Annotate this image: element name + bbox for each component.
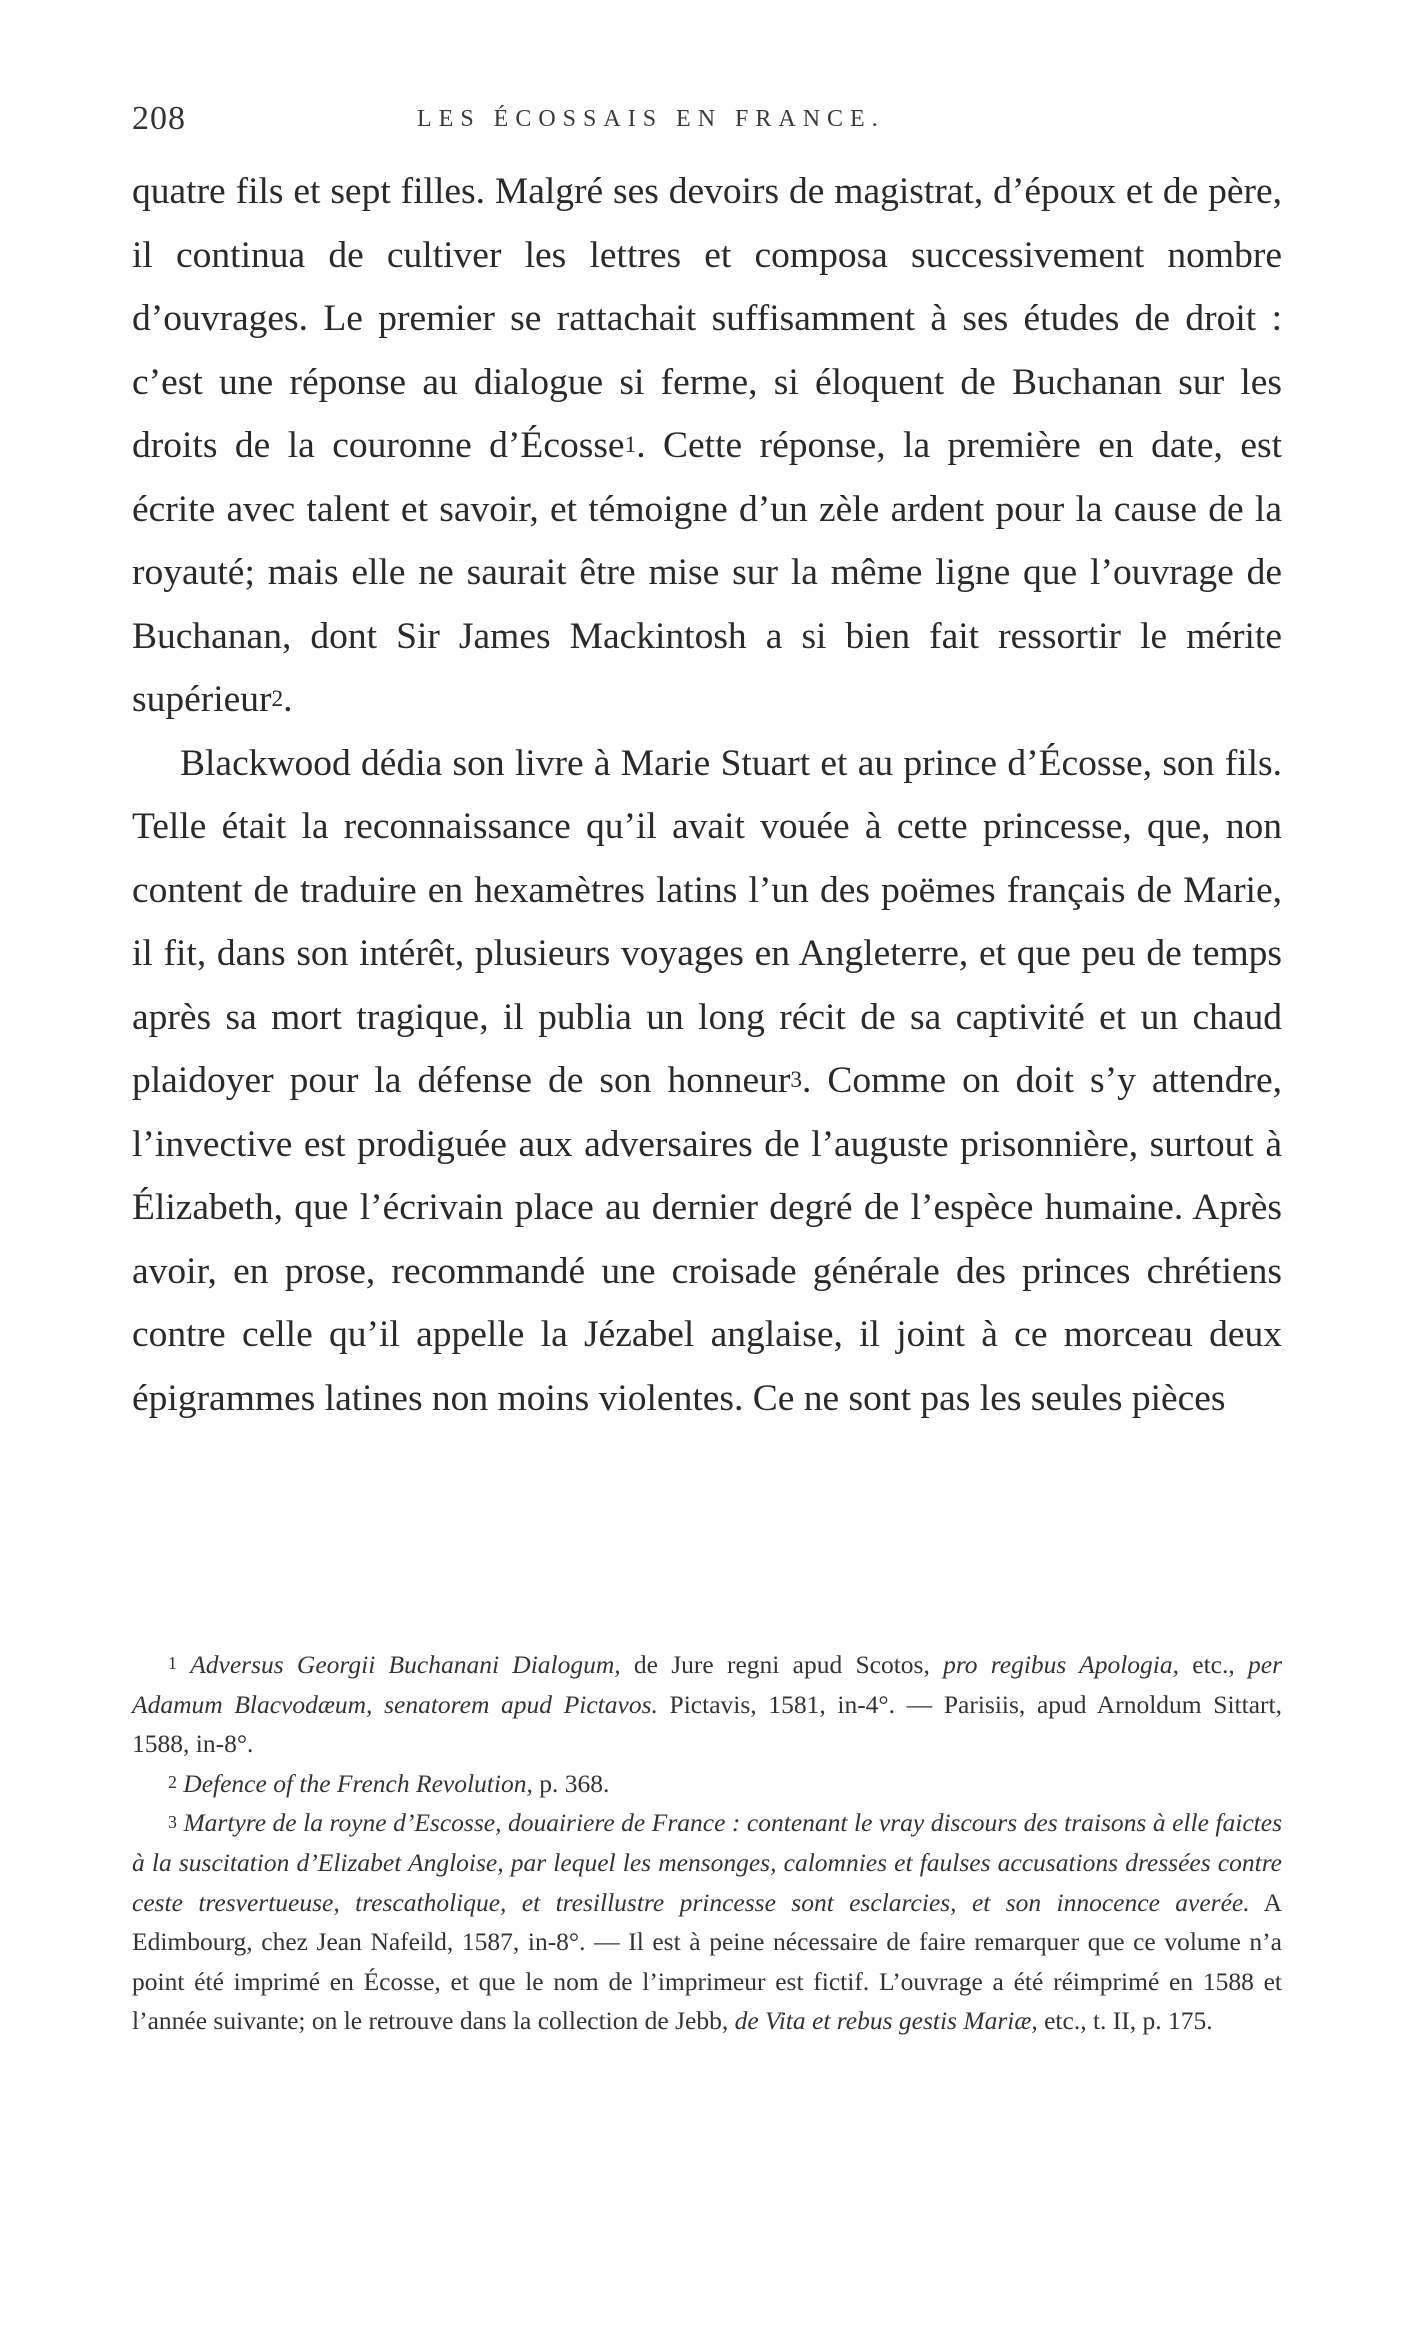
paragraph-2-text-a: Blackwood dédia son livre à Marie Stuart et au prince d’Écosse, son fils. Telle était la reconnaissance qu’il avait vouée à cette princesse, que, non content de traduire en hexamètres latins l’un des poëmes français de Marie, il fit, dans son intérêt, plusieurs voyages en Angleterre, et que peu de temps après sa mort tragique, il publia un long récit de sa captivité et un chaud plaidoyer pour la défense de son honneur [132,742,1282,1101]
footnote-2 [132,1764,1282,1804]
paragraph-1-text-c: . [283,679,293,720]
running-head [132,100,1282,140]
footnote-2-title: Defence of the French Revolution, [183,1768,533,1798]
footnote-ref-1: 1 [624,432,637,459]
footnote-1-italic-b: pro regibus Apologia, [943,1650,1180,1679]
footnote-3-text-b: etc., t. II, p. 175. [1037,2006,1213,2036]
footnote-3-marker: 3 [168,1811,177,1832]
footnote-ref-2: 2 [271,686,284,713]
footnote-2-marker: 2 [168,1772,177,1793]
footnote-3 [132,1803,1282,2041]
footnote-2-text: p. 368. [532,1768,610,1798]
running-title: LES ÉCOSSAIS EN FRANCE. [417,106,885,132]
body-text [132,160,1282,1430]
footnote-ref-3: 3 [790,1067,803,1094]
footnote-1-italic-c: per Adamum Blacvodæum, senatorem apud Pictavos. [132,1650,1283,1719]
paragraph-1-text-b: . Cette réponse, la première en date, est écrite avec talent et savoir, et témoigne d’un zèle ardent pour la cause de la royauté; mais elle ne saurait être mise sur la même ligne que l’ouvrage de Buchanan, dont Sir James Mackintosh a si bien fait ressortir le mérite supérieur [132,425,1282,720]
paragraph-2-text-b: . Comme on doit s’y attendre, l’invective est prodiguée aux adversaires de l’auguste prisonnière, surtout à Élizabeth, que l’écrivain place au dernier degré de l’espèce humaine. Après avoir, en prose, recommandé une croisade générale des princes chrétiens contre celle qu’il appelle la Jézabel anglaise, il joint à ce morceau deux épigrammes latines non moins violentes. Ce ne sont pas les seules pièces [132,1060,1283,1419]
footnote-3-italic-b: de Vita et rebus gestis Mariæ, [734,2006,1038,2036]
footnote-1-marker: 1 [168,1653,177,1674]
footnote-1 [132,1645,1282,1764]
footnote-3-title: Martyre de la royne d’Escosse, douairiere de France : contenant le vray discours des traisons à elle faictes à la suscitation d’Elizabet Angloise, par lequel les mensonges, calomnies et faulses accusations dressées contre ceste tresvertueuse, trescatholique, et tresillustre princesse sont esclarcies, et son innocence averée. [132,1808,1282,1917]
footnote-1-text-c: Pictavis, 1581, in-4°. — Parisiis, apud Arnoldum Sittart, 1588, in-8°. [132,1689,1282,1759]
footnote-1-text-b: etc., [1179,1650,1249,1679]
footnotes [132,1645,1282,2041]
footnote-1-text-a: de Jure regni apud Scotos, [620,1650,944,1679]
footnote-1-title: Adversus Georgii Buchanani Dialogum, [190,1650,621,1679]
paragraph-1-text-a: quatre fils et sept filles. Malgré ses devoirs de magistrat, d’époux et de père, il continua de cultiver les lettres et composa successivement nombre d’ouvrages. Le premier se rattachait suffisamment à ses études de droit : c’est une réponse au dialogue si ferme, si éloquent de Buchanan sur les droits de la couronne d’Écosse [132,171,1282,466]
page-number: 208 [132,100,186,137]
paragraph-2 [132,732,1282,1431]
footnote-3-text-a: A Edimbourg, chez Jean Nafeild, 1587, in-8°. — Il est à peine nécessaire de faire remarquer que ce volume n’a point été imprimé en Écosse, et que le nom de l’imprimeur est fictif. L’ouvrage a été réimprimé en 1588 et l’année suivante; on le retrouve dans la collection de Jebb, [132,1887,1282,2036]
paragraph-1 [132,160,1282,732]
